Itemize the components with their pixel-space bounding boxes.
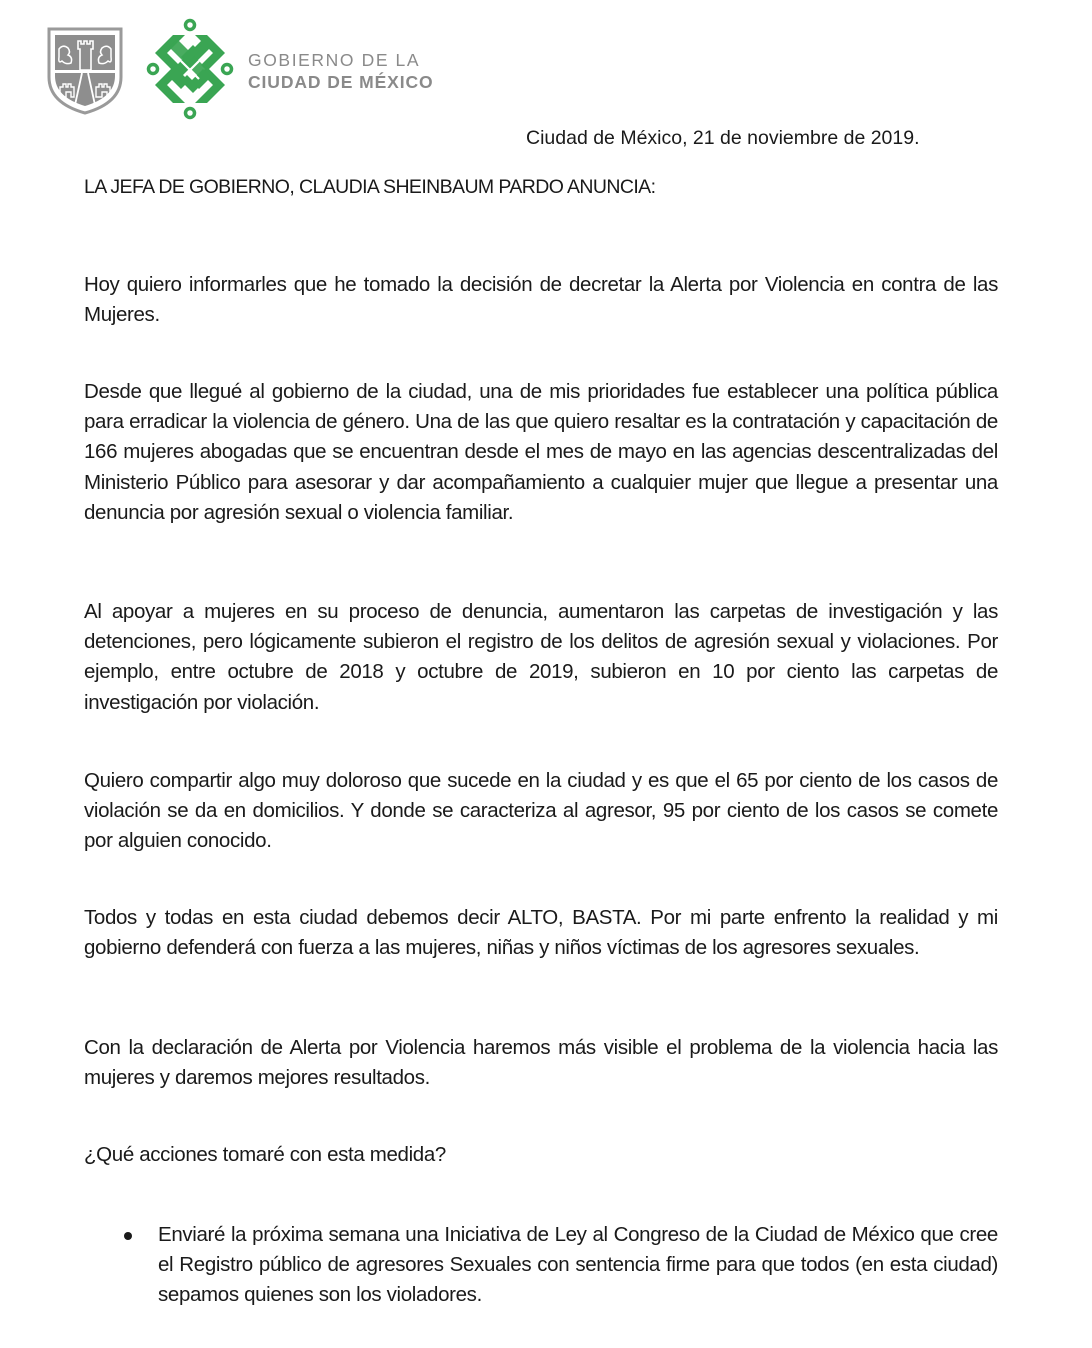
castle-shield-icon <box>47 27 123 115</box>
actions-list <box>158 1220 998 1311</box>
brand-wordmark <box>248 49 434 93</box>
list-item <box>158 1220 998 1311</box>
actions-question: ¿Qué acciones tomaré con esta medida? <box>84 1143 446 1166</box>
brand-line-2: CIUDAD DE MÉXICO <box>248 72 434 92</box>
list-item-text: Enviaré la próxima semana una Iniciativa de Ley al Congreso de la Ciudad de México que cree el Registro público de agresores Sexuales con sentencia firme para que todos (en esta ciudad) sepamos quienes son los violadores. <box>158 1223 998 1307</box>
letterhead <box>0 0 1092 130</box>
paragraph: Desde que llegué al gobierno de la ciudad, una de mis prioridades fue establecer una política pública para erradicar la violencia de género. Una de las que quiero resaltar es la contratación y capacitación de 166 mujeres abogadas que se encuentran desde el mes de mayo en las agencias descentralizadas del Ministerio Público para asesorar y dar acompañamiento a cualquier mujer que llegue a presentar una denuncia por agresión sexual o violencia familiar. <box>84 380 998 524</box>
paragraph: Quiero compartir algo muy doloroso que sucede en la ciudad y es que el 65 por ciento de los casos de violación se da en domicilios. Y donde se caracteriza al agresor, 95 por ciento de los casos se comete por alguien conocido. <box>84 769 998 853</box>
announcement-heading: LA JEFA DE GOBIERNO, CLAUDIA SHEINBAUM PARDO ANUNCIA: <box>84 176 656 198</box>
paragraph: Hoy quiero informarles que he tomado la decisión de decretar la Alerta por Violencia en contra de las Mujeres. <box>84 273 998 327</box>
interlaced-knot-icon <box>145 17 235 121</box>
paragraph: Al apoyar a mujeres en su proceso de denuncia, aumentaron las carpetas de investigación y las detenciones, pero lógicamente subieron el registro de los delitos de agresión sexual y violaciones. Por ejemplo, entre octubre de 2018 y octubre de 2019, subieron en 10 por ciento las carpetas de investigación por violación. <box>84 600 998 714</box>
document-date: Ciudad de México, 21 de noviembre de 2019. <box>526 127 920 149</box>
paragraph: Todos y todas en esta ciudad debemos decir ALTO, BASTA. Por mi parte enfrento la realidad y mi gobierno defenderá con fuerza a las mujeres, niñas y niños víctimas de los agresores sexuales. <box>84 906 998 960</box>
paragraph: Con la declaración de Alerta por Violencia haremos más visible el problema de la violencia hacia las mujeres y daremos mejores resultados. <box>84 1036 998 1090</box>
bullet-icon <box>124 1232 132 1240</box>
brand-line-1: GOBIERNO DE LA <box>248 50 421 70</box>
